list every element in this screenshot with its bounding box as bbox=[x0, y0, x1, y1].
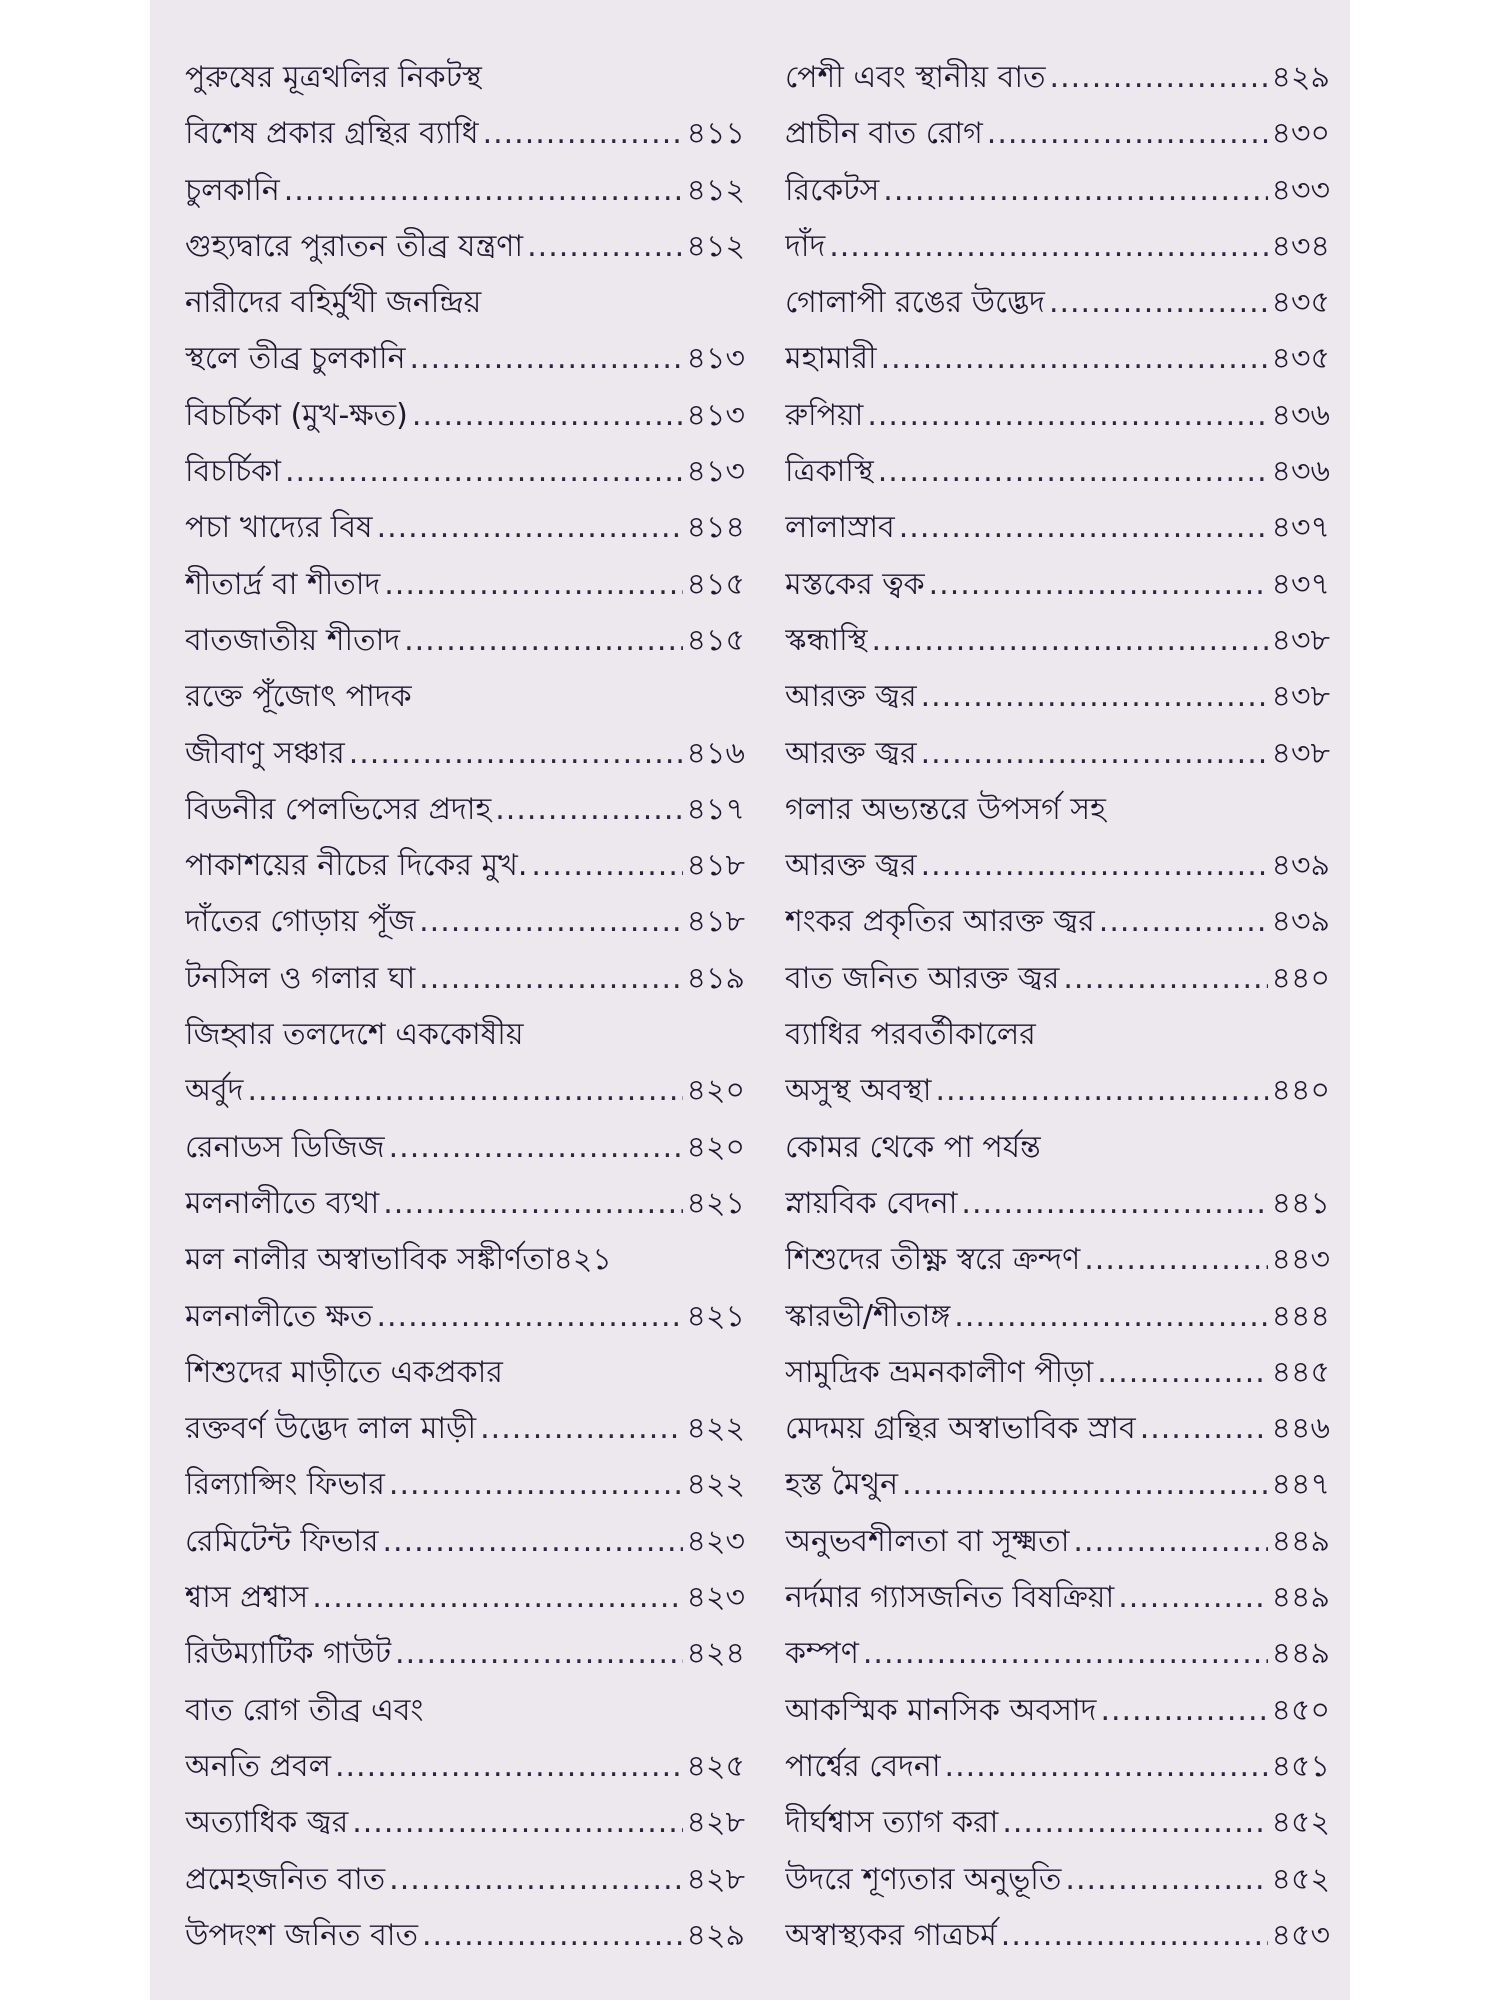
dot-leader bbox=[352, 1795, 682, 1851]
entry-title: বিচর্চিকা (মুখ-ক্ষত) bbox=[185, 397, 408, 433]
index-entry bbox=[185, 219, 745, 275]
dot-leader bbox=[404, 613, 683, 669]
entry-page-number: ৪২০ bbox=[686, 1129, 745, 1165]
entry-page-number: ৪২৩ bbox=[686, 1580, 745, 1616]
entry-page-number: ৪৩৯ bbox=[1271, 904, 1330, 940]
dot-leader bbox=[395, 1626, 683, 1682]
entry-page-number: ৪৩৯ bbox=[1271, 848, 1330, 884]
entry-title: বিডনীর পেলভিসের প্রদাহ bbox=[185, 791, 492, 827]
index-entry bbox=[785, 1120, 1330, 1176]
entry-page-number: ৪৫৩ bbox=[1271, 1917, 1330, 1953]
entry-title: প্রমেহজনিত বাত bbox=[185, 1861, 386, 1897]
entry-title: রিকেটস bbox=[785, 172, 880, 208]
entry-page-number: ৪৩৩ bbox=[1271, 172, 1330, 208]
entry-page-number: ৪৪৩ bbox=[1271, 1242, 1330, 1278]
entry-title: অনতি প্রবল bbox=[185, 1748, 331, 1784]
dot-leader bbox=[389, 1852, 682, 1908]
entry-title: জীবাণু সঞ্চার bbox=[185, 735, 345, 771]
entry-page-number: ৪১২ bbox=[686, 172, 745, 208]
entry-page-number: ৪২৮ bbox=[686, 1861, 745, 1897]
dot-leader bbox=[335, 1739, 683, 1795]
entry-page-number: ৪২৯ bbox=[1271, 60, 1330, 95]
entry-title: রিল্যাপ্সিং ফিভার bbox=[185, 1467, 385, 1503]
entry-title: রুপিয়া bbox=[785, 397, 864, 433]
entry-title: অনুভবশীলতা বা সূক্ষ্মতা bbox=[785, 1523, 1070, 1559]
index-entry bbox=[785, 1063, 1330, 1119]
index-column-right bbox=[785, 50, 1330, 1964]
index-entry bbox=[185, 1908, 745, 1964]
index-entry bbox=[185, 1401, 745, 1457]
index-entry bbox=[185, 894, 745, 950]
entry-title: মল নালীর অস্বাভাবিক সঙ্কীর্ণতা৪২১ bbox=[185, 1242, 612, 1278]
entry-title: মলনালীতে ব্যথা bbox=[185, 1185, 380, 1221]
dot-leader bbox=[376, 1289, 682, 1345]
entry-title: পেশী এবং স্থানীয় বাত bbox=[785, 60, 1046, 95]
entry-page-number: ৪৪১ bbox=[1271, 1185, 1330, 1221]
entry-title: বিশেষ প্রকার গ্রন্থির ব্যাধি bbox=[185, 116, 479, 152]
dot-leader bbox=[829, 219, 1267, 275]
dot-leader bbox=[349, 726, 683, 782]
entry-page-number: ৪৩৫ bbox=[1271, 341, 1330, 377]
entry-title: দাঁদ bbox=[785, 228, 826, 264]
entry-title: রিউম্যাটিক গাউট bbox=[185, 1636, 392, 1672]
entry-page-number: ৪৩৭ bbox=[1271, 566, 1330, 602]
index-entry bbox=[185, 1063, 745, 1119]
index-entry bbox=[785, 106, 1330, 162]
entry-page-number: ৪২৮ bbox=[686, 1805, 745, 1841]
entry-title: কম্পণ bbox=[785, 1636, 859, 1672]
entry-title: রেমিটেন্ট ফিভার bbox=[185, 1523, 379, 1559]
index-entry bbox=[785, 951, 1330, 1007]
dot-leader bbox=[284, 163, 683, 219]
index-entry bbox=[185, 1232, 745, 1288]
dot-leader bbox=[1118, 1570, 1267, 1626]
entry-title: সামুদ্রিক ভ্রমনকালীণ পীড়া bbox=[785, 1354, 1094, 1390]
dot-leader bbox=[247, 1063, 682, 1119]
entry-page-number: ৪১১ bbox=[686, 116, 745, 152]
index-entry bbox=[185, 782, 745, 838]
index-entry bbox=[185, 50, 745, 106]
entry-title: হস্ত মৈথুন bbox=[785, 1467, 898, 1503]
entry-page-number: ৪১৪ bbox=[686, 510, 745, 546]
entry-title: প্রাচীন বাত রোগ bbox=[785, 116, 983, 152]
index-entry bbox=[185, 331, 745, 387]
entry-page-number: ৪৩৮ bbox=[1271, 679, 1330, 715]
index-entry bbox=[185, 275, 745, 331]
index-entry bbox=[185, 951, 745, 1007]
index-entry bbox=[185, 163, 745, 219]
dot-leader bbox=[1050, 50, 1268, 106]
dot-leader bbox=[872, 613, 1268, 669]
entry-title: শিশুদের তীক্ষ্ণ স্বরে ক্রন্দণ bbox=[785, 1242, 1081, 1278]
entry-page-number: ৪৫২ bbox=[1271, 1805, 1330, 1841]
dot-leader bbox=[422, 1908, 683, 1964]
entry-page-number: ৪৫১ bbox=[1271, 1748, 1330, 1784]
index-entry bbox=[185, 444, 745, 500]
index-entry bbox=[185, 726, 745, 782]
entry-title: কোমর থেকে পা পর্যন্ত bbox=[785, 1129, 1041, 1165]
index-entry bbox=[185, 388, 745, 444]
entry-title: গুহ্যদ্বারে পুরাতন তীব্র যন্ত্রণা bbox=[185, 228, 524, 264]
dot-leader bbox=[383, 1176, 682, 1232]
index-entry bbox=[785, 726, 1330, 782]
entry-title: মেদময় গ্রন্থির অস্বাভাবিক স্রাব bbox=[785, 1411, 1136, 1447]
entry-title: শ্বাস প্রশ্বাস bbox=[185, 1580, 309, 1616]
index-entry bbox=[785, 1852, 1330, 1908]
index-entry bbox=[785, 1457, 1330, 1513]
entry-title: শিশুদের মাড়ীতে একপ্রকার bbox=[185, 1354, 503, 1390]
entry-title: স্কন্ধাস্থি bbox=[785, 622, 868, 658]
entry-title: শীতার্দ্র বা শীতাদ bbox=[185, 566, 381, 602]
entry-title: পাকাশয়ের নীচের দিকের মুখ. bbox=[185, 848, 528, 884]
entry-page-number: ৪১৫ bbox=[686, 622, 745, 658]
index-entry bbox=[185, 1626, 745, 1682]
dot-leader bbox=[1140, 1401, 1268, 1457]
dot-leader bbox=[383, 1514, 683, 1570]
entry-page-number: ৪৩৬ bbox=[1271, 397, 1330, 433]
entry-title: মস্তকের ত্বক bbox=[785, 566, 925, 602]
index-entry bbox=[785, 444, 1330, 500]
index-entry bbox=[785, 1570, 1330, 1626]
entry-title: গলার অভ্যন্তরে উপসর্গ সহ bbox=[785, 791, 1106, 827]
index-entry bbox=[785, 1626, 1330, 1682]
entry-title: বাতজাতীয় শীতাদ bbox=[185, 622, 401, 658]
index-entry bbox=[785, 163, 1330, 219]
entry-page-number: ৪২১ bbox=[686, 1298, 745, 1334]
index-entry bbox=[785, 613, 1330, 669]
dot-leader bbox=[495, 782, 682, 838]
index-entry bbox=[185, 613, 745, 669]
entry-page-number: ৪৩৫ bbox=[1271, 285, 1330, 321]
entry-title: বিচর্চিকা bbox=[185, 454, 281, 490]
index-entry bbox=[185, 1852, 745, 1908]
dot-leader bbox=[1097, 1345, 1267, 1401]
index-entry bbox=[185, 1289, 745, 1345]
index-entry bbox=[785, 1514, 1330, 1570]
entry-title: শংকর প্রকৃতির আরক্ত জ্বর bbox=[785, 904, 1095, 940]
entry-page-number: ৪২৩ bbox=[686, 1523, 745, 1559]
dot-leader bbox=[419, 951, 682, 1007]
dot-leader bbox=[881, 331, 1268, 387]
entry-title: ব্যাধির পরবর্তীকালের bbox=[785, 1017, 1036, 1053]
entry-page-number: ৪৪৯ bbox=[1271, 1523, 1330, 1559]
dot-leader bbox=[899, 500, 1268, 556]
entry-title: উপদংশ জনিত বাত bbox=[185, 1917, 418, 1953]
entry-title: আরক্ত জ্বর bbox=[785, 848, 917, 884]
entry-page-number: ৪৫০ bbox=[1271, 1692, 1330, 1728]
index-entry bbox=[785, 500, 1330, 556]
index-entry bbox=[185, 1457, 745, 1513]
entry-title: স্থলে তীব্র চুলকানি bbox=[185, 341, 406, 377]
index-entry bbox=[185, 1007, 745, 1063]
dot-leader bbox=[389, 1457, 683, 1513]
index-entry bbox=[185, 1176, 745, 1232]
entry-title: স্নায়বিক বেদনা bbox=[785, 1185, 958, 1221]
dot-leader bbox=[935, 1063, 1267, 1119]
entry-title: জিহ্বার তলদেশে এককোষীয় bbox=[185, 1017, 524, 1053]
entry-page-number: ৪১৮ bbox=[686, 904, 745, 940]
index-page bbox=[150, 0, 1350, 2000]
entry-page-number: ৪২৪ bbox=[686, 1636, 745, 1672]
index-entry bbox=[185, 1514, 745, 1570]
index-entry bbox=[785, 1795, 1330, 1851]
entry-title: রক্তে পূঁজোৎ পাদক bbox=[185, 679, 412, 715]
entry-title: আরক্ত জ্বর bbox=[785, 735, 917, 771]
dot-leader bbox=[419, 894, 682, 950]
entry-page-number: ৪২৯ bbox=[686, 1917, 745, 1953]
entry-title: অত্যাধিক জ্বর bbox=[185, 1805, 349, 1841]
entry-title: মহামারী bbox=[785, 341, 877, 377]
entry-page-number: ৪২১ bbox=[686, 1185, 745, 1221]
dot-leader bbox=[987, 106, 1268, 162]
dot-leader bbox=[1001, 1908, 1268, 1964]
index-entry bbox=[785, 388, 1330, 444]
dot-leader bbox=[954, 1289, 1267, 1345]
entry-title: মলনালীতে ক্ষত bbox=[185, 1298, 373, 1334]
entry-page-number: ৪৪৬ bbox=[1271, 1411, 1330, 1447]
entry-page-number: ৪২২ bbox=[686, 1411, 745, 1447]
entry-page-number: ৪২২ bbox=[686, 1467, 745, 1503]
entry-title: অসুস্থ অবস্থা bbox=[785, 1073, 932, 1109]
entry-page-number: ৪৩৬ bbox=[1271, 454, 1330, 490]
entry-title: পচা খাদ্যের বিষ bbox=[185, 510, 373, 546]
entry-title: অস্বাস্থ্যকর গাত্রচর্ম bbox=[785, 1917, 997, 1953]
dot-leader bbox=[480, 1401, 682, 1457]
index-entry bbox=[185, 106, 745, 162]
entry-page-number: ৪৩৭ bbox=[1271, 510, 1330, 546]
entry-title: টনসিল ও গলার ঘা bbox=[185, 960, 416, 996]
dot-leader bbox=[377, 500, 683, 556]
entry-title: আরক্ত জ্বর bbox=[785, 679, 917, 715]
entry-title: বাত জনিত আরক্ত জ্বর bbox=[785, 960, 1060, 996]
dot-leader bbox=[410, 331, 683, 387]
dot-leader bbox=[1084, 1232, 1267, 1288]
entry-page-number: ৪১৩ bbox=[686, 341, 745, 377]
entry-title: ত্রিকাস্থি bbox=[785, 454, 874, 490]
entry-title: স্কারভী/শীতাঙ্গ bbox=[785, 1298, 951, 1334]
index-entry bbox=[785, 782, 1330, 838]
index-entry bbox=[185, 1570, 745, 1626]
dot-leader bbox=[483, 106, 683, 162]
dot-leader bbox=[883, 163, 1267, 219]
dot-leader bbox=[961, 1176, 1267, 1232]
index-entry bbox=[785, 275, 1330, 331]
index-entry bbox=[785, 331, 1330, 387]
dot-leader bbox=[389, 1120, 683, 1176]
entry-page-number: ৪৪৭ bbox=[1271, 1467, 1330, 1503]
index-entry bbox=[785, 1401, 1330, 1457]
entry-title: রেনাডস ডিজিজ bbox=[185, 1129, 385, 1165]
dot-leader bbox=[384, 557, 682, 613]
dot-leader bbox=[312, 1570, 682, 1626]
dot-leader bbox=[285, 444, 683, 500]
entry-title: নারীদের বহির্মুখী জনন্দ্রিয় bbox=[185, 285, 482, 321]
index-entry bbox=[185, 669, 745, 725]
index-entry bbox=[785, 1289, 1330, 1345]
dot-leader bbox=[863, 1626, 1268, 1682]
dot-leader bbox=[921, 838, 1268, 894]
index-entry bbox=[785, 838, 1330, 894]
entry-title: গোলাপী রঙের উদ্ভেদ bbox=[785, 285, 1045, 321]
entry-title: পুরুষের মূত্রথলির নিকটস্থ bbox=[185, 60, 482, 95]
entry-page-number: ৪৪৪ bbox=[1271, 1298, 1330, 1334]
entry-title: চুলকানি bbox=[185, 172, 280, 208]
entry-title: আকস্মিক মানসিক অবসাদ bbox=[785, 1692, 1097, 1728]
index-entry bbox=[785, 1683, 1330, 1739]
index-entry bbox=[185, 1345, 745, 1401]
dot-leader bbox=[902, 1457, 1268, 1513]
entry-page-number: ৪১৬ bbox=[686, 735, 745, 771]
entry-title: উদরে শূণ্যতার অনুভূতি bbox=[785, 1861, 1062, 1897]
dot-leader bbox=[867, 388, 1267, 444]
index-entry bbox=[785, 219, 1330, 275]
entry-title: দাঁতের গোড়ায় পূঁজ bbox=[185, 904, 416, 940]
entry-page-number: ৪১৯ bbox=[686, 960, 745, 996]
entry-page-number: ৪১৩ bbox=[686, 397, 745, 433]
dot-leader bbox=[1100, 1683, 1267, 1739]
index-entry bbox=[785, 50, 1330, 106]
dot-leader bbox=[531, 838, 682, 894]
index-entry bbox=[785, 894, 1330, 950]
index-entry bbox=[785, 1908, 1330, 1964]
index-entry bbox=[185, 500, 745, 556]
index-entry bbox=[785, 1007, 1330, 1063]
index-entry bbox=[785, 1232, 1330, 1288]
index-entry bbox=[185, 1683, 745, 1739]
dot-leader bbox=[1073, 1514, 1267, 1570]
dot-leader bbox=[1063, 951, 1267, 1007]
dot-leader bbox=[921, 669, 1268, 725]
dot-leader bbox=[1065, 1852, 1267, 1908]
entry-page-number: ৪৪৯ bbox=[1271, 1636, 1330, 1672]
dot-leader bbox=[921, 726, 1268, 782]
entry-page-number: ৪২৫ bbox=[686, 1748, 745, 1784]
entry-page-number: ৪৩৮ bbox=[1271, 735, 1330, 771]
index-entry bbox=[185, 838, 745, 894]
entry-page-number: ৪৫২ bbox=[1271, 1861, 1330, 1897]
dot-leader bbox=[1002, 1795, 1267, 1851]
entry-title: পার্শ্বের বেদনা bbox=[785, 1748, 941, 1784]
entry-title: দীর্ঘশ্বাস ত্যাগ করা bbox=[785, 1805, 999, 1841]
entry-page-number: ৪৩৪ bbox=[1271, 228, 1330, 264]
entry-page-number: ৪৪৫ bbox=[1271, 1354, 1330, 1390]
index-entry bbox=[785, 1176, 1330, 1232]
entry-page-number: ৪১২ bbox=[686, 228, 745, 264]
entry-title: লালাস্রাব bbox=[785, 510, 895, 546]
entry-title: অর্বুদ bbox=[185, 1073, 244, 1109]
entry-page-number: ৪১৭ bbox=[686, 791, 745, 827]
index-entry bbox=[785, 669, 1330, 725]
dot-leader bbox=[945, 1739, 1268, 1795]
entry-page-number: ৪৪০ bbox=[1271, 1073, 1330, 1109]
entry-title: বাত রোগ তীব্র এবং bbox=[185, 1692, 424, 1728]
entry-page-number: ৪২০ bbox=[686, 1073, 745, 1109]
dot-leader bbox=[1099, 894, 1268, 950]
index-entry bbox=[185, 1795, 745, 1851]
entry-page-number: ৪৩০ bbox=[1271, 116, 1330, 152]
index-column-left bbox=[185, 50, 745, 1964]
dot-leader bbox=[412, 388, 683, 444]
dot-leader bbox=[1049, 275, 1268, 331]
entry-title: রক্তবর্ণ উদ্ভেদ লাল মাড়ী bbox=[185, 1411, 477, 1447]
index-entry bbox=[785, 1739, 1330, 1795]
dot-leader bbox=[878, 444, 1268, 500]
index-entry bbox=[185, 1739, 745, 1795]
entry-page-number: ৪৪০ bbox=[1271, 960, 1330, 996]
index-entry bbox=[785, 1345, 1330, 1401]
entry-page-number: ৪১৮ bbox=[686, 848, 745, 884]
dot-leader bbox=[527, 219, 682, 275]
entry-title: নর্দমার গ্যাসজনিত বিষক্রিয়া bbox=[785, 1580, 1115, 1616]
index-entry bbox=[785, 557, 1330, 613]
dot-leader bbox=[929, 557, 1268, 613]
entry-page-number: ৪১৩ bbox=[686, 454, 745, 490]
index-entry bbox=[185, 1120, 745, 1176]
index-entry bbox=[185, 557, 745, 613]
entry-page-number: ৪৩৮ bbox=[1271, 622, 1330, 658]
entry-page-number: ৪৪৯ bbox=[1271, 1580, 1330, 1616]
entry-page-number: ৪১৫ bbox=[686, 566, 745, 602]
